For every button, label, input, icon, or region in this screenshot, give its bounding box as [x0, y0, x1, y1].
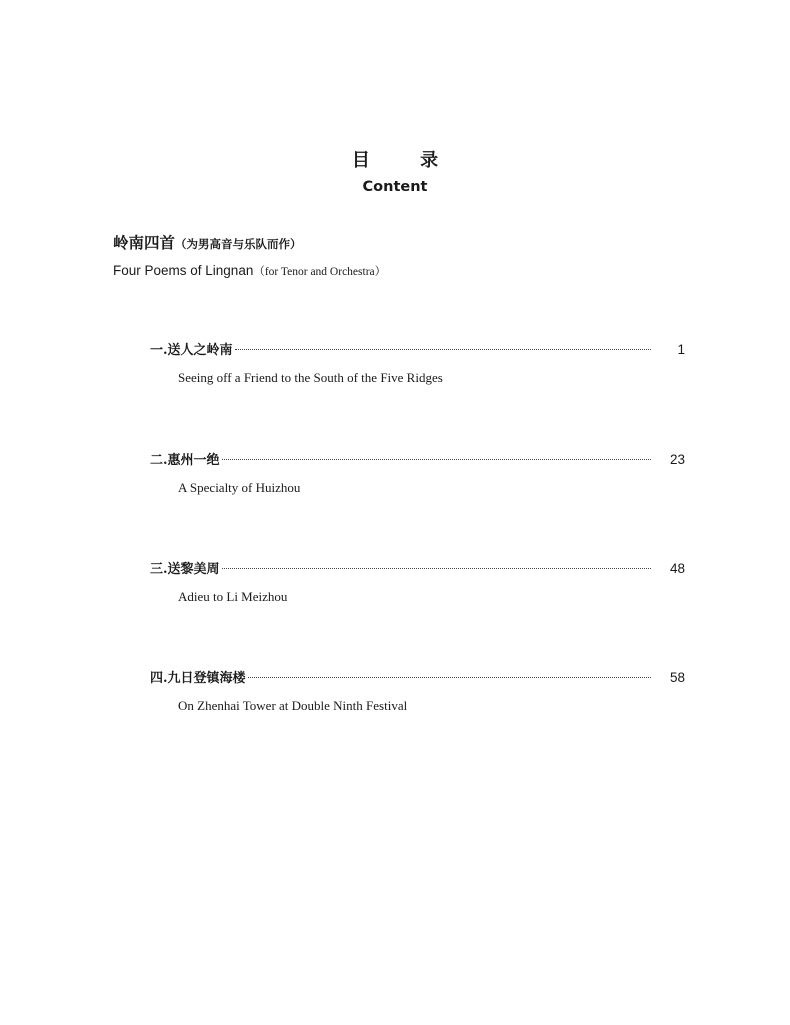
dot-leader: [222, 568, 651, 569]
toc-entry-2[interactable]: [150, 450, 685, 496]
toc-entry-title-chinese: 九日登镇海楼: [167, 671, 246, 686]
toc-entry-number: 四.: [150, 671, 168, 686]
dot-leader: [222, 459, 651, 460]
toc-entry-3[interactable]: [150, 559, 685, 605]
work-title-english-text: Four Poems of Lingnan: [113, 263, 254, 278]
toc-entry-title-chinese: 送人之岭南: [167, 343, 233, 358]
toc-entry-line: [150, 668, 685, 688]
toc-entry-title-chinese: 惠州一绝: [167, 453, 220, 468]
toc-entry-number: 二.: [150, 453, 168, 468]
toc-entry-line: [150, 340, 685, 360]
toc-entry-number: 三.: [150, 562, 168, 577]
toc-entry-1[interactable]: [150, 340, 685, 386]
toc-entry-page-number: 58: [669, 670, 685, 685]
toc-entry-page-number: 1: [677, 342, 685, 357]
toc-entry-4[interactable]: [150, 668, 685, 714]
toc-entry-title-english: Seeing off a Friend to the South of the Five Ridges: [178, 370, 443, 385]
toc-entry-page-number: 23: [669, 452, 685, 467]
page-subtitle: Content: [362, 179, 428, 195]
dot-leader: [248, 677, 651, 678]
work-title-chinese-text: 岭南四首: [113, 233, 176, 252]
toc-entry-title-english: On Zhenhai Tower at Double Ninth Festival: [178, 698, 408, 713]
work-title-chinese: [113, 232, 302, 255]
page-title: 目 录: [351, 150, 461, 171]
toc-entry-number: 一.: [150, 343, 168, 358]
work-title-english: [113, 262, 386, 281]
toc-entry-title-chinese: 送黎美周: [167, 562, 220, 577]
toc-entry-line: [150, 450, 685, 470]
toc-entry-title-english: A Specialty of Huizhou: [178, 480, 301, 495]
toc-entry-page-number: 48: [669, 561, 685, 576]
dot-leader: [235, 349, 651, 350]
work-title-chinese-note: （为男高音与乐队而作）: [175, 237, 302, 251]
toc-entry-title-english: Adieu to Li Meizhou: [178, 589, 288, 604]
work-title-english-note: （for Tenor and Orchestra）: [253, 266, 387, 278]
toc-entry-line: [150, 559, 685, 579]
